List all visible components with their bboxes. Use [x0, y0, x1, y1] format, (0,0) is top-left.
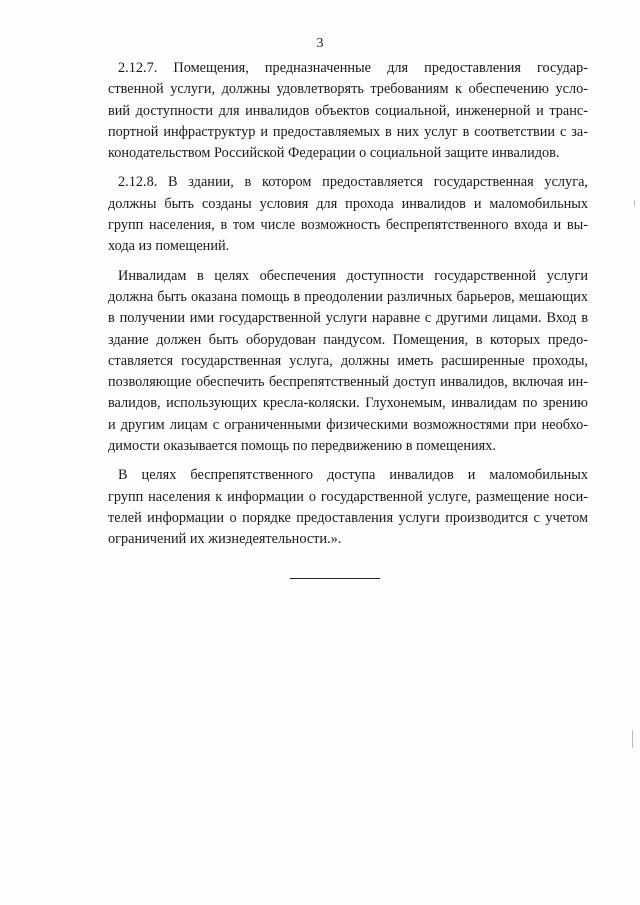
text-line: здание должен быть оборудован пандусом. Помещения, в которых предо- — [108, 331, 588, 348]
end-divider — [290, 578, 380, 579]
text-line: групп населения к информации о государственной услуге, размещение носи- — [108, 488, 588, 505]
text-line: димости оказывается помощь по передвижению в помещениях. — [108, 438, 496, 455]
paragraph-information-access — [108, 465, 588, 550]
paragraph-2-12-7 — [108, 58, 588, 164]
text-line: телей информации о порядке предоставления услуги производится с учетом — [108, 509, 588, 526]
text-line: должны быть созданы условия для прохода инвалидов и маломобильных — [108, 195, 588, 212]
document-body — [108, 58, 588, 559]
text-line: хода из помещений. — [108, 238, 230, 255]
text-line: ставляется государственная услуга, должны иметь расширенные проходы, — [108, 352, 588, 369]
text-line: Инвалидам в целях обеспечения доступности государственной услуги — [118, 267, 588, 284]
text-line: валидов, использующих кресла-коляски. Глухонемым, инвалидам по зрению — [108, 395, 588, 412]
text-line: позволяющие обеспечить беспрепятственный доступ инвалидов, включая ин- — [108, 374, 588, 391]
paragraph-2-12-8 — [108, 172, 588, 257]
text-line: в получении ими государственной услуги наравне с другими лицами. Вход в — [108, 310, 588, 327]
scan-mark — [634, 200, 635, 206]
text-line: и другим лицам с ограниченными физическими возможностями при необхо- — [108, 416, 588, 433]
scan-mark — [632, 730, 633, 748]
text-line: должна быть оказана помощь в преодолении различных барьеров, мешающих — [108, 288, 588, 305]
text-line: 2.12.7. Помещения, предназначенные для предоставления государ- — [118, 60, 588, 76]
text-line: портной инфраструктур и предоставляемых в них услуг в соответствии с за- — [108, 123, 588, 140]
text-line: групп населения, в том числе возможность беспрепятственного входа и вы- — [108, 217, 588, 234]
text-line: 2.12.8. В здании, в котором предоставляется государственная услуга, — [118, 174, 588, 191]
text-line: ограничений их жизнедеятельности.». — [108, 531, 342, 548]
text-line: В целях беспрепятственного доступа инвалидов и маломобильных — [118, 467, 588, 484]
text-line: конодательством Российской Федерации о социальной защите инвалидов. — [108, 145, 560, 162]
text-line: ственной услуги, должны удовлетворять требованиям к обеспечению усло- — [108, 81, 588, 98]
page-number: 3 — [316, 36, 324, 51]
paragraph-accessibility — [108, 266, 588, 458]
text-line: вий доступности для инвалидов объектов социальной, инженерной и транс- — [108, 102, 588, 119]
